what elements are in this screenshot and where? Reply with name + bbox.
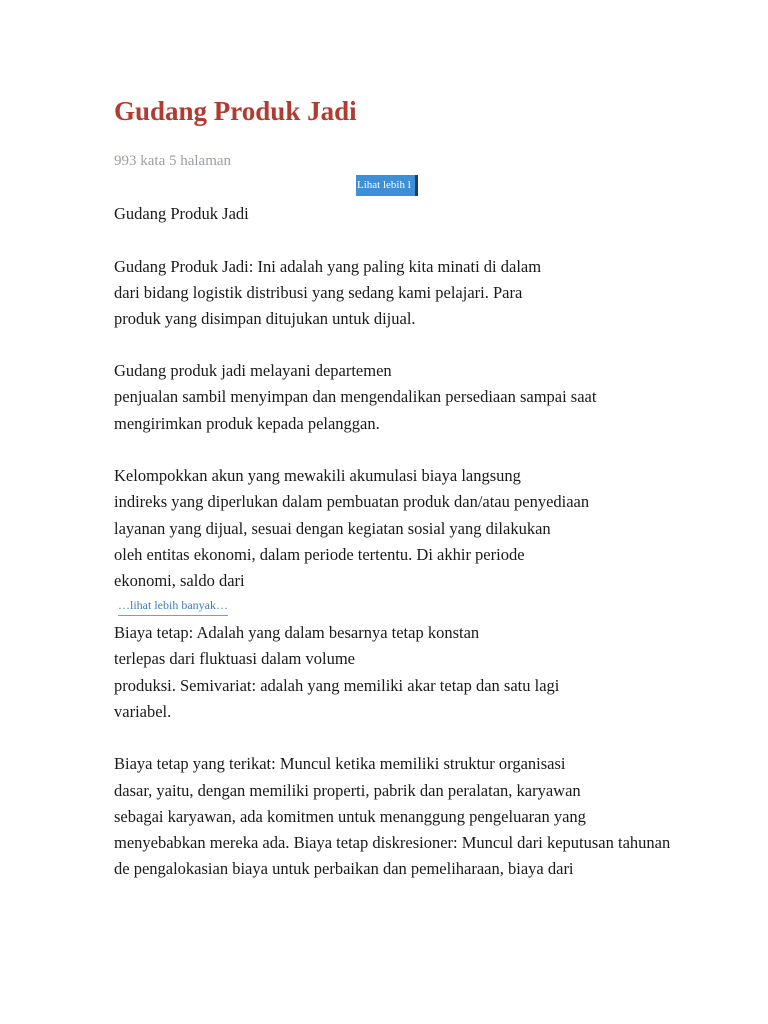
text-line: Gudang Produk Jadi: Ini adalah yang paling kita minati di dalam: [114, 257, 542, 276]
text-line: produk yang disimpan ditujukan untuk dijual.: [114, 309, 416, 328]
document-title: Gudang Produk Jadi: [114, 96, 357, 126]
text-line: penjualan sambil menyimpan dan mengendalikan persediaan sampai saat: [114, 387, 597, 406]
read-more-link[interactable]: …lihat lebih banyak…: [118, 597, 228, 616]
text-line: ekonomi, saldo dari: [114, 571, 245, 590]
text-line: dasar, yaitu, dengan memiliki properti, pabrik dan peralatan, karyawan: [114, 781, 581, 800]
text-line: Gudang Produk Jadi: [114, 204, 249, 223]
text-line: oleh entitas ekonomi, dalam periode tertentu. Di akhir periode: [114, 545, 525, 564]
text-line: produksi. Semivariat: adalah yang memiliki akar tetap dan satu lagi: [114, 676, 560, 695]
text-line: de pengalokasian biaya untuk perbaikan dan pemeliharaan, biaya dari: [114, 859, 574, 878]
text-line: dari bidang logistik distribusi yang sedang kami pelajari. Para: [114, 283, 523, 302]
text-line: menyebabkan mereka ada. Biaya tetap diskresioner: Muncul dari keputusan tahunan: [114, 833, 671, 852]
document-meta: 993 kata 5 halaman: [114, 153, 232, 169]
text-line: indireks yang diperlukan dalam pembuatan produk dan/atau penyediaan: [114, 492, 590, 511]
text-line: Kelompokkan akun yang mewakili akumulasi biaya langsung: [114, 466, 521, 485]
text-line: mengirimkan produk kepada pelanggan.: [114, 414, 380, 433]
text-line: terlepas dari fluktuasi dalam volume: [114, 649, 356, 668]
text-line: Biaya tetap yang terikat: Muncul ketika memiliki struktur organisasi: [114, 754, 566, 773]
text-cursor-icon: [415, 175, 418, 196]
text-line: layanan yang dijual, sesuai dengan kegiatan sosial yang dilakukan: [114, 519, 551, 538]
text-line: Biaya tetap: Adalah yang dalam besarnya tetap konstan: [114, 623, 480, 642]
view-more-button[interactable]: [356, 175, 418, 196]
text-line: Gudang produk jadi melayani departemen: [114, 361, 392, 380]
view-more-label: Lihat lebih l: [357, 179, 411, 191]
text-line: sebagai karyawan, ada komitmen untuk menanggung pengeluaran yang: [114, 807, 586, 826]
text-line: variabel.: [114, 702, 172, 721]
